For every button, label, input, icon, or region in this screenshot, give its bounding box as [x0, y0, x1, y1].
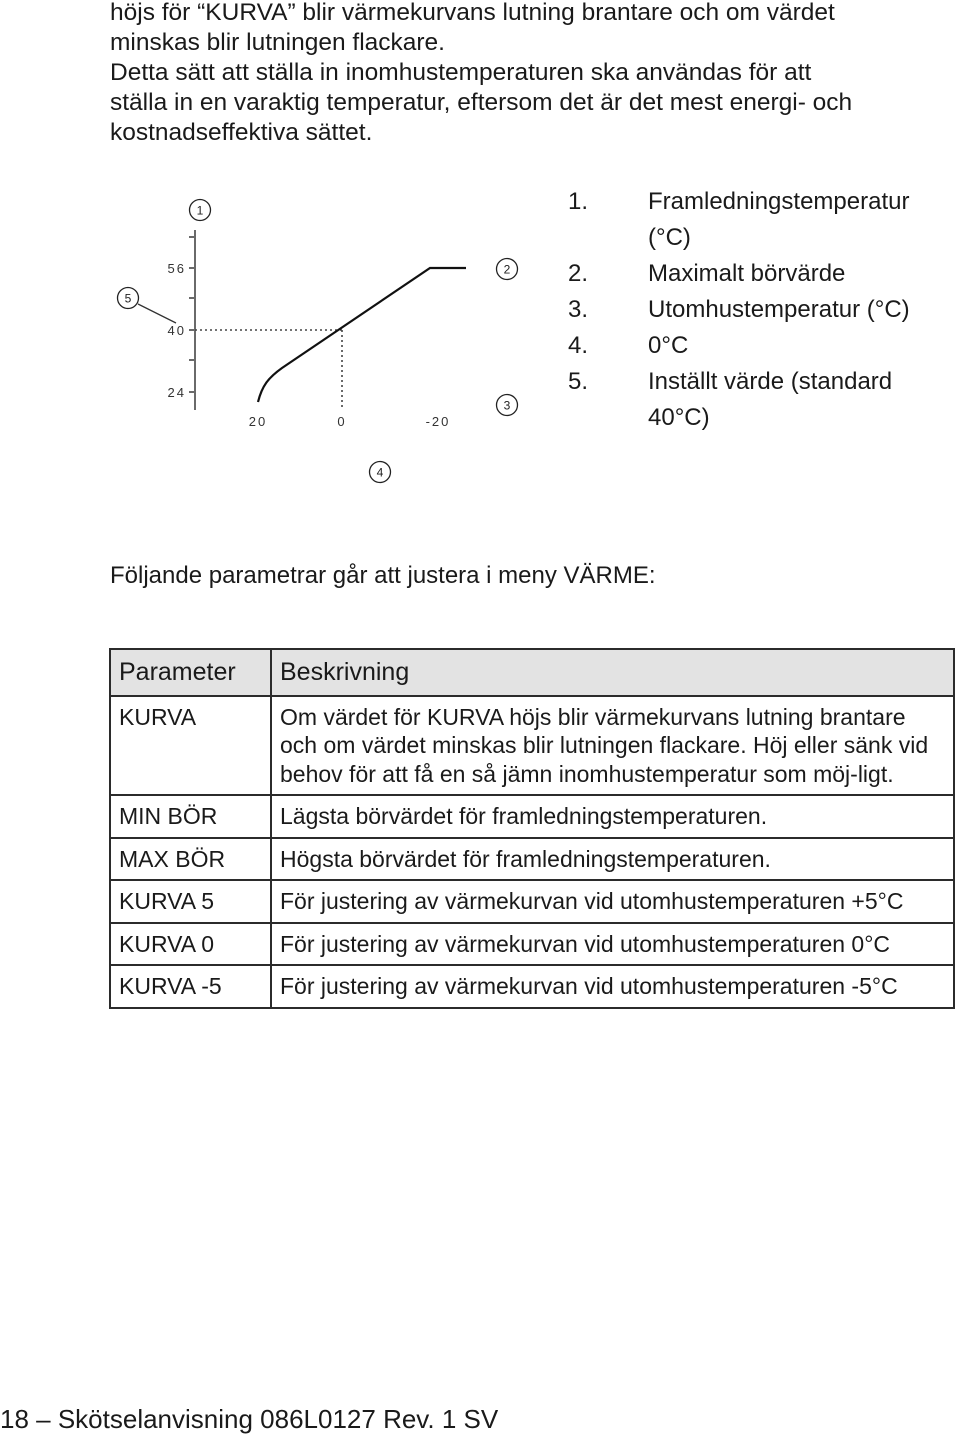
legend-item — [568, 256, 948, 292]
y-tick-label: 40 — [167, 323, 186, 338]
parameter-description: Om värdet för KURVA höjs blir värmekurvans lutning brantare och om värdet minskas blir lutningen flackare. Höj eller sänk vid behov för att få en så jämn inomhustemperatur som möj-ligt. — [271, 696, 954, 796]
parameter-name: MAX BÖR — [110, 838, 271, 881]
intro-line: ställa in en varaktig temperatur, eftersom det är det mest energi- och — [110, 89, 853, 116]
intro-line: höjs för “KURVA” blir värmekurvans lutning brantare och om värdet — [110, 0, 835, 26]
intro-line: kostnadseffektiva sättet. — [110, 119, 373, 146]
x-tick-label: 0 — [337, 414, 347, 429]
legend-text: Utomhustemperatur (°C) — [648, 296, 910, 323]
parameter-description: För justering av värmekurvan vid utomhustemperaturen -5°C — [271, 965, 954, 1008]
intro-text — [110, 0, 950, 148]
callout-5-leader — [138, 304, 176, 323]
parameter-table — [109, 648, 955, 1009]
column-header-description: Beskrivning — [271, 649, 954, 696]
legend-text: Inställt värde (standard — [648, 368, 893, 395]
parameters-intro: Följande parametrar går att justera i meny VÄRME: — [110, 562, 656, 589]
heating-curve — [258, 268, 466, 402]
column-header-parameter: Parameter — [110, 649, 271, 696]
diagram-legend — [568, 184, 948, 436]
page-footer: 18 – Skötselanvisning 086L0127 Rev. 1 SV — [0, 1404, 499, 1434]
x-tick-label: -20 — [425, 414, 451, 429]
parameter-name: KURVA — [110, 696, 271, 796]
legend-item — [568, 328, 948, 364]
callout-1-label: 1 — [196, 203, 204, 218]
parameter-name: KURVA -5 — [110, 965, 271, 1008]
callout-5-label: 5 — [124, 291, 132, 306]
parameter-name: KURVA 5 — [110, 880, 271, 923]
callout-4-label: 4 — [376, 465, 384, 480]
legend-text: Framledningstemperatur — [648, 188, 910, 215]
y-tick-label: 24 — [167, 385, 186, 400]
legend-number: 1. — [568, 188, 589, 215]
parameter-name: KURVA 0 — [110, 923, 271, 966]
callout-3-label: 3 — [503, 398, 511, 413]
intro-line: minskas blir lutningen flackare. — [110, 29, 445, 56]
parameter-name: MIN BÖR — [110, 795, 271, 838]
legend-text: 0°C — [648, 332, 689, 359]
legend-number: 4. — [568, 332, 589, 359]
y-tick-label: 56 — [167, 261, 186, 276]
legend-text: Maximalt börvärde — [648, 260, 846, 287]
intro-line: Detta sätt att ställa in inomhustemperaturen ska användas för att — [110, 59, 812, 86]
table-row — [110, 965, 954, 1008]
table-row — [110, 696, 954, 796]
table-row — [110, 795, 954, 838]
table-row — [110, 923, 954, 966]
legend-item — [568, 364, 948, 436]
x-tick-label: 20 — [248, 414, 268, 429]
parameter-description: Högsta börvärdet för framledningstemperaturen. — [271, 838, 954, 881]
legend-item — [568, 184, 948, 256]
parameter-description: För justering av värmekurvan vid utomhustemperaturen 0°C — [271, 923, 954, 966]
table-row — [110, 880, 954, 923]
parameter-description: Lägsta börvärdet för framledningstemperaturen. — [271, 795, 954, 838]
legend-text-cont: (°C) — [648, 224, 691, 251]
legend-number: 3. — [568, 296, 589, 323]
callout-2-label: 2 — [503, 262, 511, 277]
table-header-row — [110, 649, 954, 696]
legend-item — [568, 292, 948, 328]
legend-number: 5. — [568, 368, 589, 395]
heating-curve-diagram — [0, 180, 560, 500]
legend-text-cont: 40°C) — [648, 404, 710, 431]
parameter-description: För justering av värmekurvan vid utomhustemperaturen +5°C — [271, 880, 954, 923]
table-row — [110, 838, 954, 881]
legend-number: 2. — [568, 260, 589, 287]
